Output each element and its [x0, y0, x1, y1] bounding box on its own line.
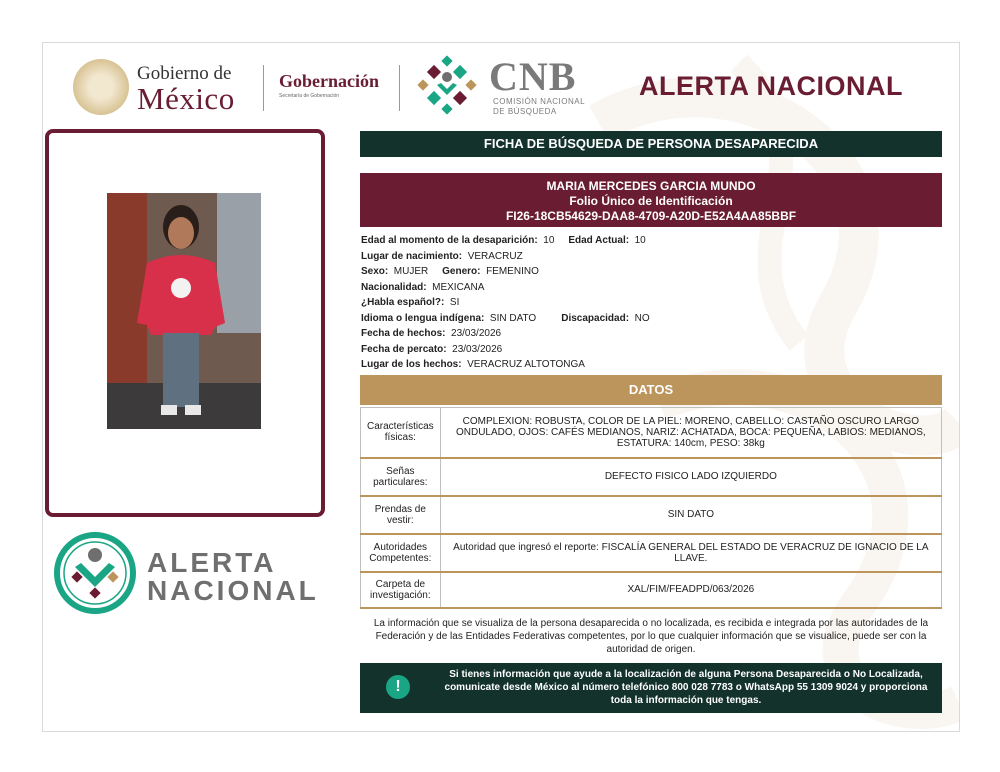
cnb-subtitle-2: DE BÚSQUEDA	[493, 107, 557, 116]
row-label: Autoridades Competentes:	[361, 534, 441, 572]
info-row-sexo	[361, 266, 539, 277]
row-label: Características físicas:	[361, 408, 441, 458]
habla-espanol-value: SI	[449, 297, 460, 308]
genero-label: Genero:	[442, 266, 481, 277]
info-row-habla	[361, 297, 459, 308]
table-row	[361, 458, 942, 496]
info-row-edad	[361, 235, 646, 246]
fecha-percato-label: Fecha de percato:	[361, 344, 447, 355]
row-label: Carpeta de investigación:	[361, 572, 441, 608]
lugar-hechos-value: VERACRUZ ALTOTONGA	[467, 359, 585, 370]
row-value: XAL/FIM/FEADPD/063/2026	[440, 572, 941, 608]
lugar-hechos-label: Lugar de los hechos:	[361, 359, 462, 370]
nacionalidad-label: Nacionalidad:	[361, 282, 427, 293]
info-row-lugar-hechos	[361, 359, 585, 370]
edad-desaparicion-label: Edad al momento de la desaparición:	[361, 235, 538, 246]
fecha-hechos-value: 23/03/2026	[451, 328, 502, 339]
edad-actual-label: Edad Actual:	[568, 235, 630, 246]
cnb-logo-icon	[415, 53, 479, 117]
fecha-percato-value: 23/03/2026	[452, 344, 503, 355]
sexo-value: MUJER	[393, 266, 429, 277]
row-value: DEFECTO FISICO LADO IZQUIERDO	[440, 458, 941, 496]
header-divider	[263, 65, 264, 111]
person-name: MARIA MERCEDES GARCIA MUNDO	[546, 179, 756, 193]
table-row	[361, 534, 942, 572]
info-row-nacionalidad	[361, 282, 484, 293]
name-box	[360, 173, 942, 227]
lugar-nacimiento-label: Lugar de nacimiento:	[361, 251, 463, 262]
table-row	[361, 496, 942, 534]
alerta-nacional-logo-text-2: NACIONAL	[147, 575, 319, 606]
habla-espanol-label: ¿Habla español?:	[361, 297, 445, 308]
disclaimer-text: La información que se visualiza de la persona desaparecida o no localizada, es recibida e integrada por las autoridades de la Federación y de las Entidades Federativas competentes, por lo que cualquier información que se visualice, puede ser con la autoridad de origen.	[373, 618, 929, 655]
datos-title: DATOS	[360, 375, 942, 405]
info-icon: !	[386, 675, 410, 699]
row-value: SIN DATO	[440, 496, 941, 534]
idioma-value: SIN DATO	[489, 313, 537, 324]
idioma-label: Idioma o lengua indígena:	[361, 313, 485, 324]
cnb-title: CNB	[489, 54, 577, 99]
photo-frame	[45, 129, 325, 517]
contact-banner	[360, 663, 942, 713]
discapacidad-label: Discapacidad:	[561, 313, 630, 324]
lugar-nacimiento-value: VERACRUZ	[467, 251, 523, 262]
row-label: Señas particulares:	[361, 458, 441, 496]
coat-of-arms-logo	[73, 59, 129, 115]
folio-value: FI26-18CB54629-DAA8-4709-A20D-E52A4AA85BBF	[505, 209, 797, 223]
header	[43, 43, 959, 133]
alert-title: ALERTA NACIONAL	[639, 71, 903, 101]
cnb-subtitle-1: COMISIÓN NACIONAL	[493, 97, 586, 106]
folio-label: Folio Único de Identificación	[569, 194, 733, 208]
genero-value: FEMENINO	[486, 266, 539, 277]
fecha-hechos-label: Fecha de hechos:	[361, 328, 446, 339]
discapacidad-value: NO	[634, 313, 650, 324]
edad-actual-value: 10	[634, 235, 646, 246]
alerta-nacional-logo-text-1: ALERTA	[147, 547, 277, 578]
nacionalidad-value: MEXICANA	[432, 282, 485, 293]
sexo-label: Sexo:	[361, 266, 389, 277]
alert-sheet	[42, 42, 960, 732]
row-value: Autoridad que ingresó el reporte: FISCALÍA GENERAL DEL ESTADO DE VERACRUZ DE IGNACIO DE LA LLAVE.	[440, 534, 941, 572]
info-row-fecha-percato	[361, 344, 502, 355]
datos-table	[360, 407, 942, 609]
header-divider	[399, 65, 400, 111]
row-label: Prendas de vestir:	[361, 496, 441, 534]
gobierno-line1: Gobierno de	[137, 63, 232, 84]
gobierno-line2: México	[137, 81, 235, 116]
gobernacion-subtitle: Secretaría de Gobernación	[279, 93, 340, 99]
info-row-idioma	[361, 313, 650, 324]
ficha-title: FICHA DE BÚSQUEDA DE PERSONA DESAPARECIDA	[360, 131, 942, 157]
info-row-lugar-nacimiento	[361, 251, 523, 262]
missing-person-photo	[107, 193, 261, 429]
row-value: COMPLEXION: ROBUSTA, COLOR DE LA PIEL: MORENO, CABELLO: CASTAÑO OSCURO LARGO ONDULADO, OJOS: CAFÉS MEDIANOS, NARIZ: ACHATADA, BOCA: PEQUEÑA, LABIOS: MEDIANOS, ESTATURA: 140cm, PESO: 38kg	[440, 408, 941, 458]
gobernacion-logo: Gobernación	[279, 71, 380, 91]
table-row	[361, 572, 942, 608]
table-row	[361, 408, 942, 458]
alerta-nacional-logo-icon	[53, 531, 137, 615]
edad-desaparicion-value: 10	[543, 235, 555, 246]
info-row-fecha-hechos	[361, 328, 501, 339]
contact-text: Si tienes información que ayude a la localización de alguna Persona Desaparecida o No Localizada, comunicate desde México al número telefónico 800 028 7783 o WhatsApp 55 1309 9024 y proporciona toda la información que tengas.	[444, 669, 928, 706]
